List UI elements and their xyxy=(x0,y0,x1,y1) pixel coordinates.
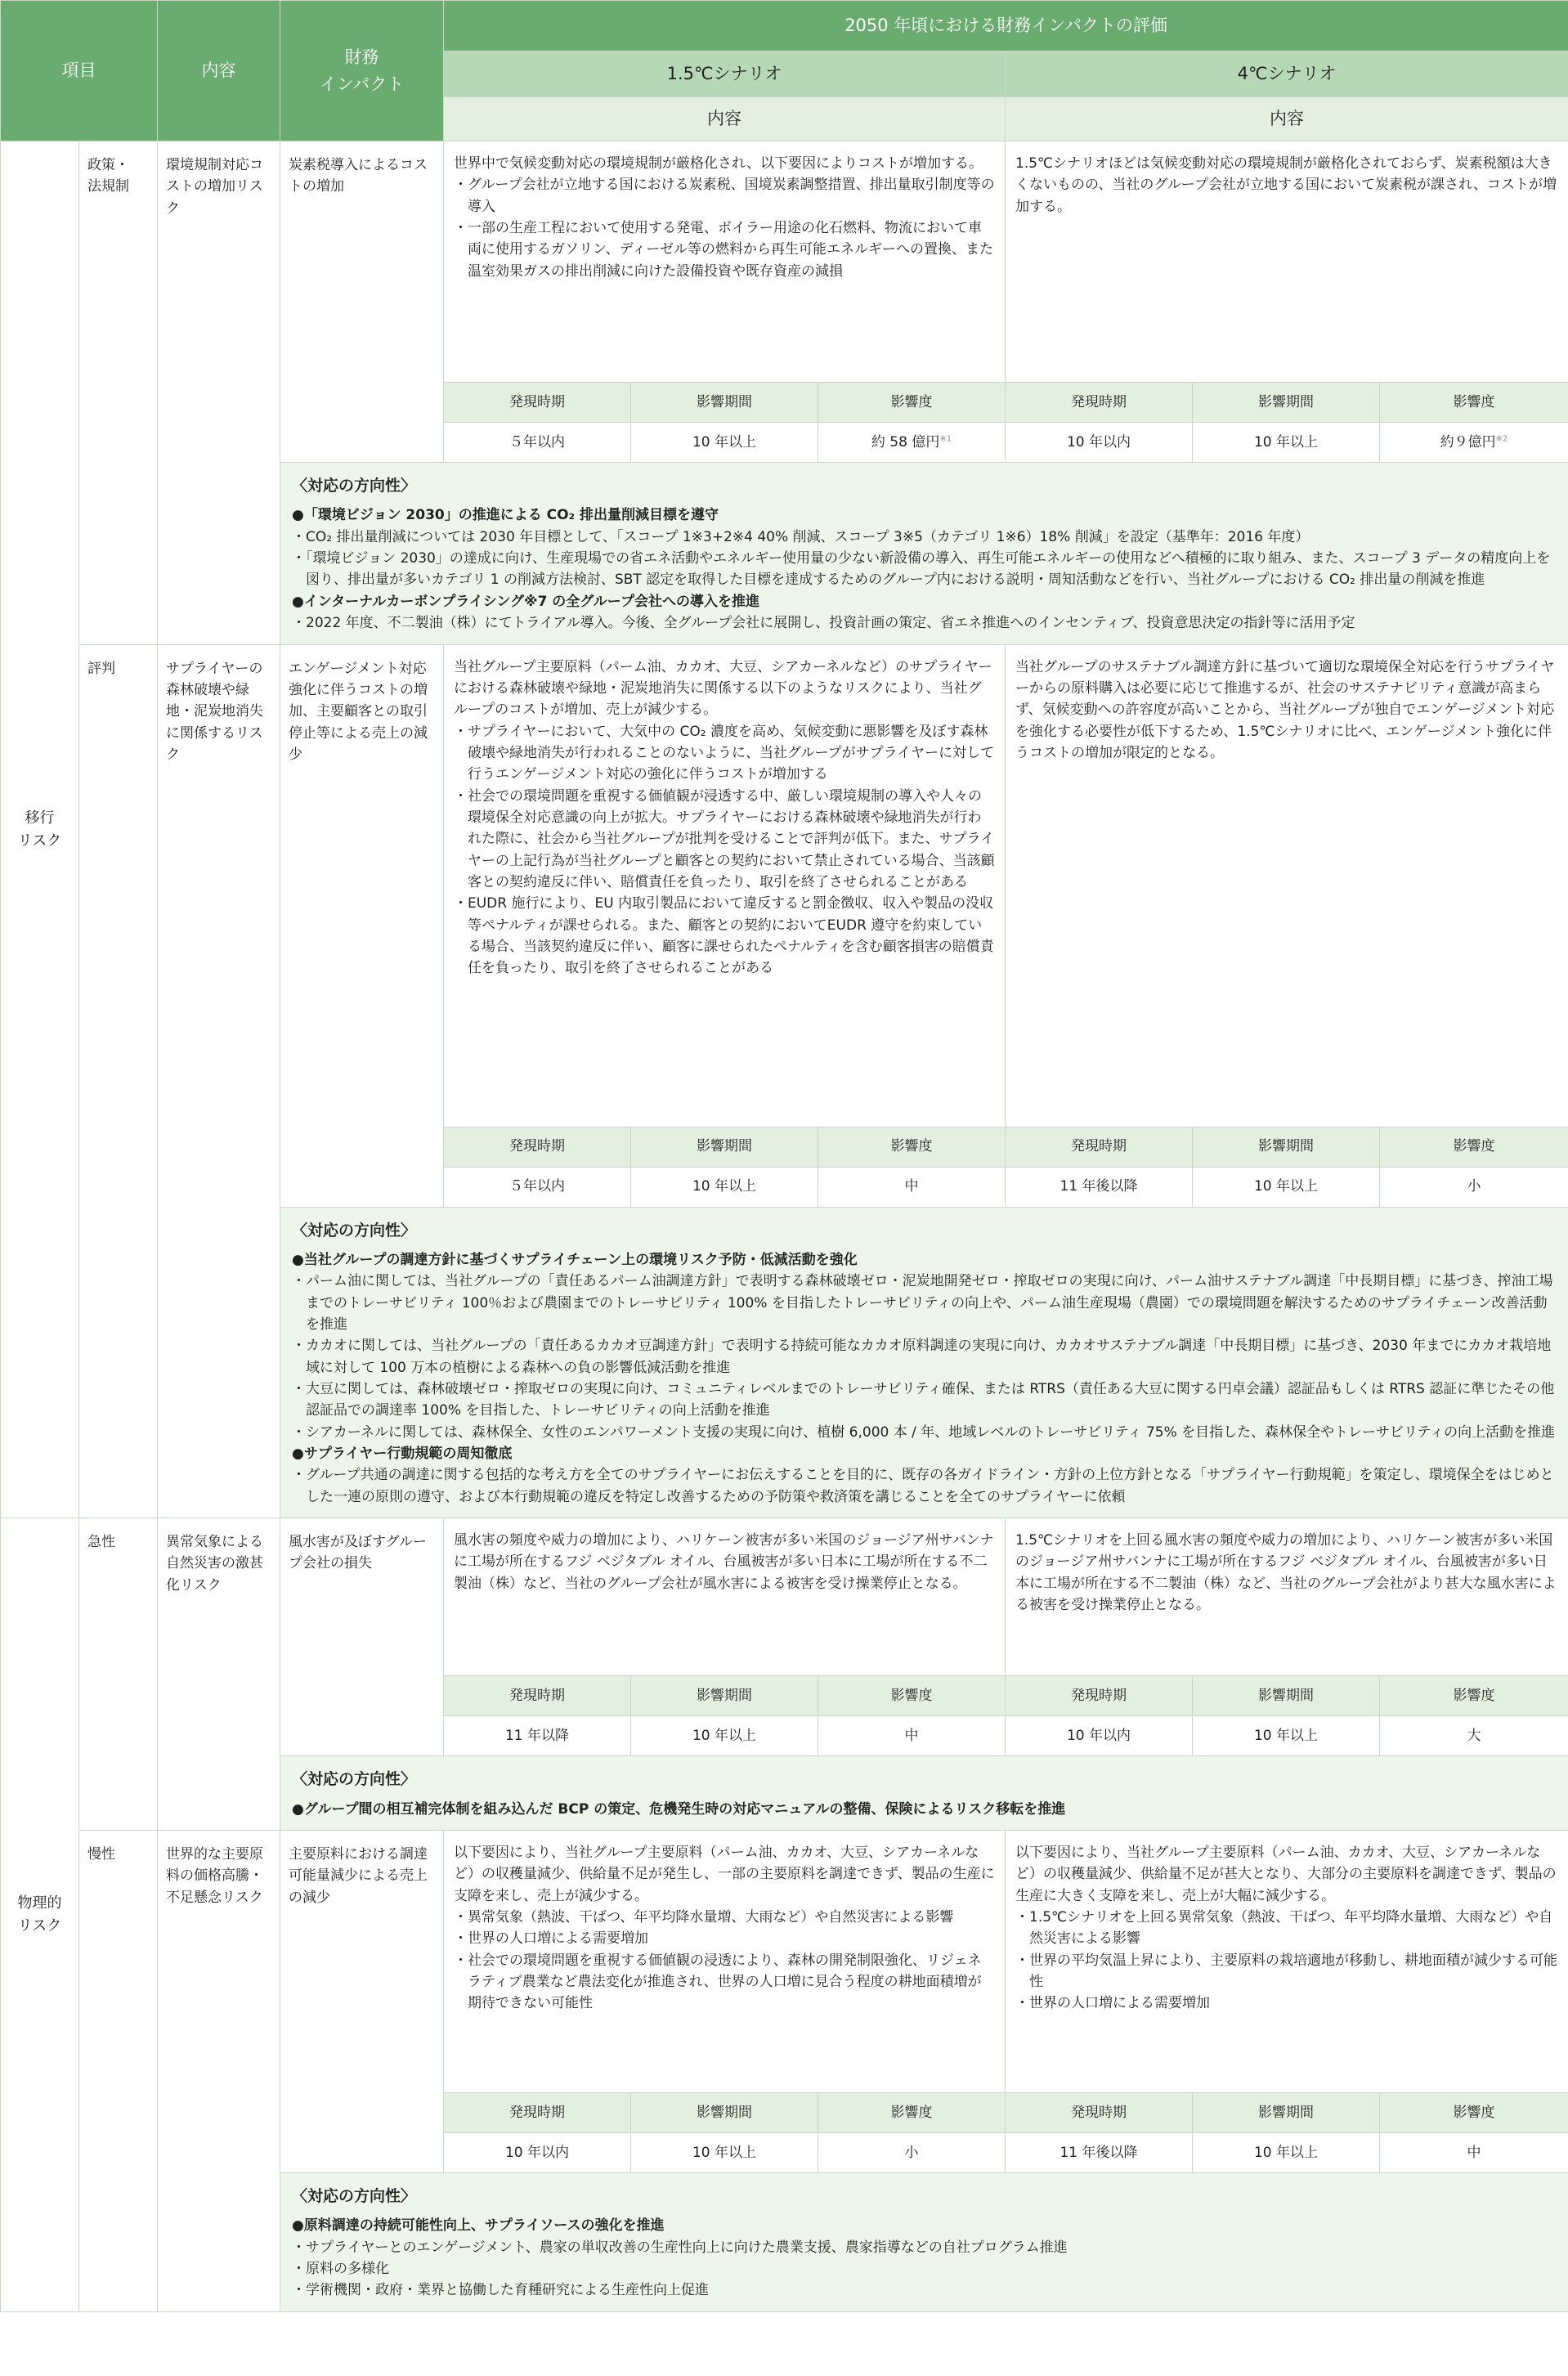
direction-title: 〈対応の方向性〉 xyxy=(292,477,417,495)
direction-text: 原料の多様化 xyxy=(306,2260,389,2277)
metric-value-text: 10 年以上 xyxy=(1253,1178,1319,1195)
direction-text: 学術機関・政府・業界と協働した育種研究による生産性向上促進 xyxy=(306,2282,709,2299)
metric-value xyxy=(1380,1167,1568,1207)
scenario-bullet: ・ 一部の生産工程において使用する発電、ボイラー用途の化石燃料、物流において車両に使用するガソリン、ディーゼル等の燃料から再生可能エネルギーへの置換、また温室効果ガスの排出削減に向けた設備投資や既存資産の減損 xyxy=(454,217,995,282)
metric-header: 影響度 xyxy=(818,2092,1006,2132)
header-eval-title: 2050 年頃における財務インパクトの評価 xyxy=(444,1,1568,52)
direction-text: シアカーネルに関しては、森林保全、女性のエンパワーメント支援の実現に向け、植樹 6,000 本 / 年、地域レベルのトレーサビリティ 75% を目指した、森林保全やトレーサビリティの向上活動を推進 xyxy=(306,1423,1556,1441)
scenario-bullet: ・ EUDR 施行により、EU 内取引製品において違反すると罰金徴収、収入や製品の没収等ペナルティが課せられる。また、顧客との契約においてEUDR 遵守を約束している場合、当該契約違反に伴い、顧客に課せられたペナルティを含む顧客損害の賠償責任を負ったり、取引を終了させられることがある xyxy=(454,893,995,979)
metric-value xyxy=(631,1167,818,1207)
metric-header: 発現時期 xyxy=(1006,2092,1193,2132)
metric-header: 影響期間 xyxy=(1193,2092,1380,2132)
direction-heading xyxy=(292,1443,1557,1464)
metric-header: 発現時期 xyxy=(444,383,631,423)
direction-bullet: ・グループ共通の調達に関する包括的な考え方を全てのサプライヤーにお伝えすることを目的に、既存の各ガイドライン・方針の上位方針となる「サプライヤー行動規範」を策定し、環境保全をはじめとした一連の原則の遵守、および本行動規範の違反を特定し改善するための予防策や救済策を講じることを全てのサプライヤーに依頼 xyxy=(292,1467,1554,1505)
metric-header: 影響度 xyxy=(1380,1127,1568,1167)
direction-bullet: ・パーム油に関しては、当社グループの「責任あるパーム油調達方針」で表明する森林破壊ゼロ・泥炭地開発ゼロ・搾取ゼロの実現に向け、パーム油サステナブル調達「中長期目標」に基づき、搾油工場までのトレーサビリティ 100％および農園までのトレーサビリティ 100% を目指したトレーサビリティの向上や、パーム油生産現場（農園）での環境問題を解決するためのサプライチェーン改善活動を推進 xyxy=(292,1273,1553,1333)
direction-heading xyxy=(292,1249,1557,1271)
scenario-bullet: ・ 社会での環境問題を重視する価値観の浸透により、森林の開発制限強化、リジェネラティブ農業など農法変化が推進され、世界の人口増に見合う程度の耕地面積増が期待できない可能性 xyxy=(454,1950,995,2015)
metric-value-text: 10 年以上 xyxy=(692,1727,757,1744)
metric-value xyxy=(444,423,631,463)
response-direction xyxy=(280,1756,1568,1831)
direction-text: サプライヤーとのエンゲージメント、農家の単収改善の生産性向上に向けた農業支援、農家指導などの自社プログラム推進 xyxy=(306,2239,1068,2256)
metric-value-text: 10 年以内 xyxy=(1066,433,1131,451)
direction-heading xyxy=(292,1799,1557,1820)
metric-value-text: 11 年後以降 xyxy=(1060,1178,1138,1195)
scenario-4-text xyxy=(1006,644,1568,1127)
metric-value xyxy=(1006,2132,1193,2172)
response-direction xyxy=(280,463,1568,645)
metric-value-text: 大 xyxy=(1467,1727,1481,1744)
header-sub-content-4: 内容 xyxy=(1006,97,1568,141)
direction-text: 2022 年度、不二製油（株）にてトライアル導入。今後、全グループ会社に展開し、投資計画の策定、省エネ推進へのインセンティブ、投資意思決定の指針等に活用予定 xyxy=(306,615,1355,632)
risk-content: 異常気象による自然災害の激甚化リスク xyxy=(158,1518,280,1831)
metric-header: 発現時期 xyxy=(1006,1127,1193,1167)
header-content: 内容 xyxy=(158,1,280,141)
metric-value xyxy=(1006,423,1193,463)
scenario-text-intro: 世界中で気候変動対応の環境規制が厳格化され、以下要因によりコストが増加する。 xyxy=(454,155,983,172)
direction-bullet: ・サプライヤーとのエンゲージメント、農家の単収改善の生産性向上に向けた農業支援、農家指導などの自社プログラム推進 xyxy=(292,2239,1068,2256)
scenario-text-intro: 以下要因により、当社グループ主要原料（パーム油、カカオ、大豆、シアカーネルなど）の収穫量減少、供給量不足が発生し、一部の主要原料を調達できず、製品の生産に支障を来し、売上が減少する。 xyxy=(454,1844,995,1904)
metric-value-text: 10 年以上 xyxy=(1253,1727,1319,1744)
metric-value xyxy=(631,423,818,463)
scenario-bullet-list xyxy=(1015,1907,1558,2015)
response-direction xyxy=(280,2172,1568,2311)
direction-bullet: ・2022 年度、不二製油（株）にてトライアル導入。今後、全グループ会社に展開し、投資計画の策定、省エネ推進へのインセンティブ、投資意思決定の指針等に活用予定 xyxy=(292,615,1355,632)
direction-text: パーム油に関しては、当社グループの「責任あるパーム油調達方針」で表明する森林破壊ゼロ・泥炭地開発ゼロ・搾取ゼロの実現に向け、パーム油サステナブル調達「中長期目標」に基づき、搾油工場までのトレーサビリティ 100％および農園までのトレーサビリティ 100% を目指したトレーサビリティの向上や、パーム油生産現場（農園）での環境問題を解決するためのサプライチェーン改善活動を推進 xyxy=(306,1273,1553,1333)
scenario-15-text xyxy=(444,1518,1006,1676)
scenario-4-text xyxy=(1006,1830,1568,2092)
direction-heading xyxy=(292,2215,1557,2236)
category-transition: 移行 リスク xyxy=(1,141,79,1518)
direction-text: 当社グループの調達方針に基づくサプライチェーン上の環境リスク予防・低減活動を強化 xyxy=(303,1251,858,1268)
metric-value-text: 10 年以内 xyxy=(1066,1727,1131,1744)
metric-value xyxy=(818,423,1006,463)
footnote-ref: ※2 xyxy=(1495,434,1508,444)
header-impact: 財務 インパクト xyxy=(280,1,444,141)
direction-heading xyxy=(292,591,1557,612)
metric-header: 影響度 xyxy=(818,1676,1006,1716)
financial-impact: エンゲージメント対応強化に伴うコストの増加、主要顧客との取引停止等による売上の減少 xyxy=(280,644,444,1207)
metric-header: 発現時期 xyxy=(444,2092,631,2132)
header-scenario-15: 1.5℃シナリオ xyxy=(444,52,1006,97)
scenario-bullet: ・ 世界の人口増による需要増加 xyxy=(1015,1993,1558,2014)
metric-header: 発現時期 xyxy=(444,1676,631,1716)
direction-text: 「環境ビジョン 2030」の推進による CO₂ 排出量削減目標を遵守 xyxy=(303,507,719,524)
direction-heading xyxy=(292,504,1557,526)
scenario-15-text xyxy=(444,1830,1006,2092)
scenario-bullet-list xyxy=(454,174,995,282)
direction-text: 「環境ビジョン 2030」の達成に向け、生産現場での省エネ活動やエネルギー使用量の少ない新設備の導入、再生可能エネルギーの使用などへ積極的に取り組み、また、スコープ 3 データの精度向上を図り、排出量が多いカテゴリ 1 の削減方法検討、SBT 認定を取得した目標を達成するためのグループ内における説明・周知活動などを行い、当社グループにおける CO₂ 排出量の削減を推進 xyxy=(306,550,1551,589)
metric-value-text: 10 年以上 xyxy=(692,1178,757,1195)
metric-value-text: 11 年以降 xyxy=(504,1727,570,1744)
scenario-bullet: ・ 世界の人口増による需要増加 xyxy=(454,1928,995,1949)
metric-value xyxy=(1193,2132,1380,2172)
metric-value xyxy=(1380,423,1568,463)
scenario-15-text xyxy=(444,141,1006,383)
scenario-text-intro: 風水害の頻度や威力の増加により、ハリケーン被害が多い米国のジョージア州サバンナに工場が所在するフジ ベジタブル オイル、台風被害が多い日本に工場が所在する不二製油（株）など、当社のグループ会社が風水害による被害を受け操業停止となる。 xyxy=(454,1532,994,1592)
metric-header: 影響度 xyxy=(818,383,1006,423)
risk-content: サプライヤーの森林破壊や緑地・泥炭地消失に関係するリスク xyxy=(158,644,280,1518)
direction-bullet: ・カカオに関しては、当社グループの「責任あるカカオ豆調達方針」で表明する持続可能なカカオ原料調達の実現に向け、カカオサステナブル調達「中長期目標」に基づき、2030 年までにカカオ栽培地域に対して 100 万本の植樹による森林への負の影響低減活動を推進 xyxy=(292,1338,1552,1376)
metric-header: 影響期間 xyxy=(1193,1127,1380,1167)
metric-header: 影響度 xyxy=(1380,2092,1568,2132)
metric-value xyxy=(631,2132,818,2172)
scenario-bullet: ・ 世界の平均気温上昇により、主要原料の栽培適地が移動し、耕地面積が減少する可能性 xyxy=(1015,1950,1558,1993)
direction-text: CO₂ 排出量削減については 2030 年目標として、「スコープ 1※3+2※4 40% 削減、スコープ 3※5（カテゴリ 1※6）18% 削減」を設定（基準年：2016 年度） xyxy=(306,528,1310,545)
metric-value-text: 小 xyxy=(904,2144,919,2161)
scenario-bullet: ・ 異常気象（熱波、干ばつ、年平均降水量増、大雨など）や自然災害による影響 xyxy=(454,1907,995,1928)
metric-header: 影響度 xyxy=(1380,1676,1568,1716)
metric-value xyxy=(1006,1716,1193,1756)
metric-header: 影響期間 xyxy=(631,2092,818,2132)
metric-value-text: 中 xyxy=(1467,2144,1481,2161)
subcategory: 急性 xyxy=(79,1518,158,1831)
scenario-bullet: ・ 1.5℃シナリオを上回る異常気象（熱波、干ばつ、年平均降水量増、大雨など）や自然災害による影響 xyxy=(1015,1907,1558,1950)
scenario-15-text xyxy=(444,644,1006,1127)
direction-bullet: ・原料の多様化 xyxy=(292,2260,389,2277)
header-scenario-4: 4℃シナリオ xyxy=(1006,52,1568,97)
metric-header: 影響期間 xyxy=(1193,1676,1380,1716)
response-direction xyxy=(280,1207,1568,1518)
metric-value xyxy=(1006,1167,1193,1207)
financial-impact: 風水害が及ぼすグループ会社の損失 xyxy=(280,1518,444,1756)
direction-text: 原料調達の持続可能性向上、サプライソースの強化を推進 xyxy=(303,2217,665,2235)
metric-value-text: 10 年以上 xyxy=(1253,433,1319,451)
metric-value-text: 中 xyxy=(904,1727,919,1744)
direction-title: 〈対応の方向性〉 xyxy=(292,2186,417,2205)
metric-value xyxy=(444,1167,631,1207)
footnote-ref: ※1 xyxy=(939,434,952,444)
metric-header: 発現時期 xyxy=(1006,383,1193,423)
metric-value-text: 約 58 億円 xyxy=(871,433,940,451)
direction-text: インターナルカーボンプライシング※7 の全グループ会社への導入を推進 xyxy=(303,593,759,610)
metric-header: 影響期間 xyxy=(1193,383,1380,423)
metric-header: 発現時期 xyxy=(1006,1676,1193,1716)
scenario-bullet-list xyxy=(454,721,995,980)
metric-value xyxy=(818,2132,1006,2172)
financial-impact: 炭素税導入によるコストの増加 xyxy=(280,141,444,463)
direction-text: グループ間の相互補完体制を組み込んだ BCP の策定、危機発生時の対応マニュアルの整備、保険によるリスク移転を推進 xyxy=(303,1800,1066,1818)
metric-value-text: ５年以内 xyxy=(509,1178,565,1195)
metric-value-text: 中 xyxy=(904,1178,919,1195)
direction-bullet: ・学術機関・政府・業界と協働した育種研究による生産性向上促進 xyxy=(292,2282,709,2299)
metric-header: 影響期間 xyxy=(631,383,818,423)
scenario-text-intro: 当社グループ主要原料（パーム油、カカオ、大豆、シアカーネルなど）のサプライヤーにおける森林破壊や緑地・泥炭地消失に関係する以下のようなリスクにより、当社グループのコストが増加、売上が減少する。 xyxy=(454,658,992,719)
metric-value xyxy=(444,1716,631,1756)
risk-content: 世界的な主要原料の価格高騰・不足懸念リスク xyxy=(158,1830,280,2311)
header-sub-content-15: 内容 xyxy=(444,97,1006,141)
metric-value xyxy=(818,1167,1006,1207)
scenario-bullet: ・ 社会での環境問題を重視する価値観が浸透する中、厳しい環境規制の導入や人々の環境保全対応意識の向上が拡大。サプライヤーにおける森林破壊や緑地消失が行われた際に、社会から当社グループが批判を受けることで評判が低下。また、サプライヤーの上記行為が当社グループと顧客との契約において禁止されている場合、当該顧客との契約違反に伴い、賠償責任を負ったり、取引を終了させられることがある xyxy=(454,786,995,894)
scenario-4-text xyxy=(1006,1518,1568,1676)
metric-value xyxy=(1193,1167,1380,1207)
metric-value xyxy=(1380,1716,1568,1756)
metric-header: 影響期間 xyxy=(631,1127,818,1167)
metric-header: 影響期間 xyxy=(631,1676,818,1716)
direction-text: グループ共通の調達に関する包括的な考え方を全てのサプライヤーにお伝えすることを目的に、既存の各ガイドライン・方針の上位方針となる「サプライヤー行動規範」を策定し、環境保全をはじめとした一連の原則の遵守、および本行動規範の違反を特定し改善するための予防策や救済策を講じることを全てのサプライヤーに依頼 xyxy=(306,1467,1554,1505)
direction-text: カカオに関しては、当社グループの「責任あるカカオ豆調達方針」で表明する持続可能なカカオ原料調達の実現に向け、カカオサステナブル調達「中長期目標」に基づき、2030 年までにカカオ栽培地域に対して 100 万本の植樹による森林への負の影響低減活動を推進 xyxy=(306,1338,1552,1376)
metric-value-text: 小 xyxy=(1467,1178,1481,1195)
direction-bullet: ・「環境ビジョン 2030」の達成に向け、生産現場での省エネ活動やエネルギー使用量の少ない新設備の導入、再生可能エネルギーの使用などへ積極的に取り組み、また、スコープ 3 データの精度向上を図り、排出量が多いカテゴリ 1 の削減方法検討、SBT 認定を取得した目標を達成するためのグループ内における説明・周知活動などを行い、当社グループにおける CO₂ 排出量の削減を推進 xyxy=(292,550,1551,589)
direction-title: 〈対応の方向性〉 xyxy=(292,1221,417,1240)
metric-value xyxy=(1380,2132,1568,2172)
scenario-bullet: ・ グループ会社が立地する国における炭素税、国境炭素調整措置、排出量取引制度等の導入 xyxy=(454,174,995,217)
direction-title: 〈対応の方向性〉 xyxy=(292,1770,417,1789)
header-item: 項目 xyxy=(1,1,158,141)
metric-value xyxy=(1193,423,1380,463)
metric-value xyxy=(1193,1716,1380,1756)
scenario-text-intro: 1.5℃シナリオを上回る風水害の頻度や威力の増加により、ハリケーン被害が多い米国のジョージア州サバンナに工場が所在するフジ ベジタブル オイル、台風被害が多い日本に工場が所在する不二製油（株）など、当社のグループ会社がより甚大な風水害による被害を受け操業停止となる。 xyxy=(1015,1532,1557,1614)
category-physical: 物理的 リスク xyxy=(1,1518,79,2312)
metric-value-text: 10 年以内 xyxy=(504,2144,570,2161)
metric-value-text: 約９億円 xyxy=(1440,433,1496,451)
metric-value-text: 10 年以上 xyxy=(1253,2144,1319,2161)
metric-header: 発現時期 xyxy=(444,1127,631,1167)
subcategory: 政策・ 法規制 xyxy=(79,141,158,645)
financial-impact: 主要原料における調達可能量減少による売上の減少 xyxy=(280,1830,444,2172)
direction-text: サプライヤー行動規範の周知徹底 xyxy=(303,1446,513,1463)
metric-value-text: 11 年後以降 xyxy=(1060,2144,1138,2161)
metric-value xyxy=(818,1716,1006,1756)
direction-bullet: ・シアカーネルに関しては、森林保全、女性のエンパワーメント支援の実現に向け、植樹 6,000 本 / 年、地域レベルのトレーサビリティ 75% を目指した、森林保全やトレーサビリティの向上活動を推進 xyxy=(292,1423,1556,1441)
direction-text: 大豆に関しては、森林破壊ゼロ・搾取ゼロの実現に向け、コミュニティレベルまでのトレーサビリティ確保、または RTRS（責任ある大豆に関する円卓会議）認証品もしくは RTRS 認証に準じたその他認証品での調達率 100% を目指した、トレーサビリティの向上活動を推進 xyxy=(306,1381,1555,1419)
scenario-text-intro: 当社グループのサステナブル調達方針に基づいて適切な環境保全対応を行うサプライヤーからの原料購入は必要に応じて推進するが、社会のサステナビリティ意識が高まらず、気候変動への許容度が高いことから、当社グループが独自でエンゲージメント対応を強化する必要性が低下するため、1.5℃シナリオに比べ、エンゲージメント強化に伴うコストの増加が限定的となる。 xyxy=(1015,658,1555,761)
metric-header: 影響度 xyxy=(1380,383,1568,423)
direction-bullet: ・大豆に関しては、森林破壊ゼロ・搾取ゼロの実現に向け、コミュニティレベルまでのトレーサビリティ確保、または RTRS（責任ある大豆に関する円卓会議）認証品もしくは RTRS 認証に準じたその他認証品での調達率 100% を目指した、トレーサビリティの向上活動を推進 xyxy=(292,1381,1555,1419)
subcategory: 慢性 xyxy=(79,1830,158,2311)
metric-value-text: ５年以内 xyxy=(509,433,565,451)
metric-value xyxy=(444,2132,631,2172)
scenario-text-intro: 以下要因により、当社グループ主要原料（パーム油、カカオ、大豆、シアカーネルなど）の収穫量減少、供給量不足が甚大となり、大部分の主要原料を調達できず、製品の生産に大きく支障を来し、売上が大幅に減少する。 xyxy=(1015,1844,1557,1904)
scenario-bullet-list xyxy=(454,1907,995,2015)
metric-value xyxy=(631,1716,818,1756)
direction-bullet: ・CO₂ 排出量削減については 2030 年目標として、「スコープ 1※3+2※4 40% 削減、スコープ 3※5（カテゴリ 1※6）18% 削減」を設定（基準年：2016 年度） xyxy=(292,528,1310,545)
scenario-text-intro: 1.5℃シナリオほどは気候変動対応の環境規制が厳格化されておらず、炭素税額は大きくないものの、当社のグループ会社が立地する国において炭素税が課され、コストが増加する。 xyxy=(1015,155,1557,215)
risk-content: 環境規制対応コストの増加リスク xyxy=(158,141,280,645)
scenario-bullet: ・ サプライヤーにおいて、大気中の CO₂ 濃度を高め、気候変動に悪影響を及ぼす森林破壊や緑地消失が行われることのないように、当社グループがサプライヤーに対して行うエンゲージメント対応の強化に伴うコストが増加する xyxy=(454,721,995,786)
metric-value-text: 10 年以上 xyxy=(692,2144,757,2161)
scenario-4-text xyxy=(1006,141,1568,383)
metric-value-text: 10 年以上 xyxy=(692,433,757,451)
subcategory: 評判 xyxy=(79,644,158,1518)
metric-header: 影響度 xyxy=(818,1127,1006,1167)
